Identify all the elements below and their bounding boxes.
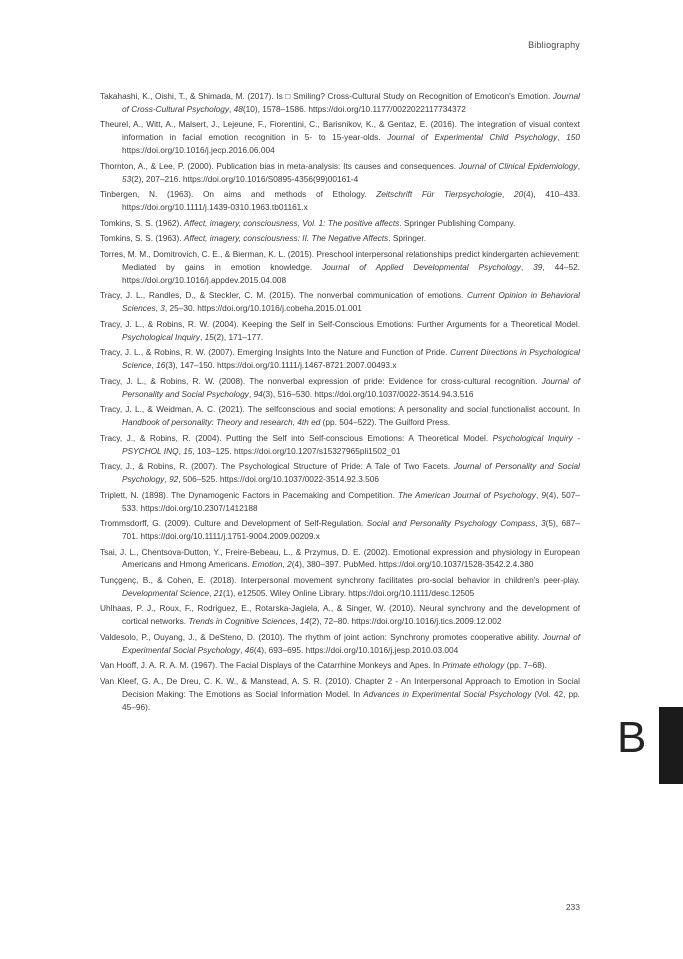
reference-italic-segment: Emotion [252,559,283,570]
reference-text-segment: (Vol. 42, pp. 45–96). [122,688,580,712]
reference-text-segment: , [535,489,542,500]
reference-text-segment: , 44–52. https://doi.org/10.1016/j.appdev.2015.04.008 [122,261,580,285]
reference-text-segment: (pp. 7–68). [504,660,547,671]
reference-text-segment: , [164,474,170,485]
reference-item [100,346,580,372]
reference-text-segment: , [520,261,534,272]
reference-text-segment: (1), e12505. Wiley Online Library. https://doi.org/10.1111/desc.12505 [223,587,475,598]
reference-text-segment: (2), 171–177. [213,331,264,342]
reference-text-segment: (5), 687–701. https://doi.org/10.1111/j.1751-9004.2009.00209.x [122,518,580,541]
reference-text-segment: Valdesolo, P., Ouyang, J., & DeSteno, D. (2010). The rhythm of joint action: Synchrony promotes cooperative ability. [100,631,543,642]
reference-item [100,574,580,600]
section-tab-marker [659,707,683,784]
reference-item [100,318,580,344]
reference-text-segment: (3), 147–150. https://doi.org/10.1111/j.1467-8721.2007.00493.x [165,360,397,371]
reference-italic-segment: Journal of Cross-Cultural Psychology [122,91,580,114]
reference-text-segment: , [155,303,161,314]
reference-item [100,90,580,116]
reference-italic-segment: Psychological Inquiry - PSYCHOL INQ [122,432,580,456]
reference-text-segment: Tsai, J. L., Chentsova-Dutton, Y., Freire-Bebeau, L., & Przymus, D. E. (2002). Emotional expression and physiology in European Americans and Hmong Americans. [100,546,580,570]
reference-item [100,631,580,657]
reference-text-segment: , [502,189,515,200]
reference-item [100,188,580,214]
page-number: 233 [565,902,580,912]
reference-item [100,118,580,157]
reference-text-segment: Tracy, J. L., Randles, D., & Steckler, C. M. (2015). The nonverbal communication of emotions. [100,290,467,301]
reference-text-segment: , [248,388,254,399]
reference-text-segment: Takahashi, K., Oishi, T., & Shimada, M. (2017). Is □ Smiling? Cross-Cultural Study on Recognition of Emoticon's Emotion. [100,91,553,101]
reference-text-segment: Van Kleef, G. A., De Dreu, C. K. W., & Manstead, A. S. R. (2010). Chapter 2 - An Interpersonal Approach to Emotion in Social Decision Making: The Emotions as Social Information Model. In [100,675,580,699]
reference-text-segment: Van Hooff, J. A. R. A. M. (1967). The Facial Displays of the Catarrhine Monkeys and Apes. In [100,660,443,671]
reference-text-segment: , [151,360,157,371]
reference-text-segment: Tracy, J. L., & Robins, R. W. (2008). The nonverbal expression of pride: Evidence for cross-cultural recognition. [100,375,542,386]
reference-italic-segment: 15 [204,331,214,342]
reference-italic-segment: Journal of Personality and Social Psychology [122,375,581,399]
reference-text-segment: , 25–30. https://doi.org/10.1016/j.cobeha.2015.01.001 [164,303,362,314]
reference-italic-segment: Zeitschrift Für Tierpsychologie [376,189,503,200]
reference-text-segment: Tomkins, S. S. (1962). [100,217,184,228]
reference-text-segment: , [557,132,567,143]
reference-text-segment: Thornton, A., & Lee, P. (2000). Publication bias in meta-analysis: Its causes and consequences. [100,160,459,171]
reference-text-segment: Tinbergen, N. (1963). On aims and methods of Ethology. [100,189,377,200]
reference-italic-segment: 14 [299,616,310,627]
reference-italic-segment: Social and Personality Psychology Compass [366,518,536,529]
reference-text-segment: (4), 507–533. https://doi.org/10.2307/1412188 [122,489,580,513]
reference-text-segment: (3), 516–530. https://doi.org/10.1037/0022-3514.94.3.516 [262,388,474,399]
reference-item [100,160,580,186]
reference-item [100,460,580,486]
reference-italic-segment: 3 [160,303,165,314]
reference-text-segment: Uhlhaas, P. J., Roux, F., Rodriguez, E., Rotarska-Jagiela, A., & Singer, W. (2010). Neural synchrony and the development of cortical networks. [100,603,580,627]
reference-italic-segment: Trends in Cognitive Sciences [188,616,296,627]
reference-text-segment: , [199,331,205,342]
reference-text-segment: , [295,616,300,627]
reference-italic-segment: Affect, imagery, consciousness: II. The Negative Affects [183,233,389,244]
reference-text-segment: , [240,644,245,655]
reference-italic-segment: Developmental Science [122,587,210,598]
reference-item [100,489,580,515]
reference-item [100,675,580,714]
reference-text-segment: , 103–125. https://doi.org/10.1207/s15327965pli1502_01 [192,445,401,456]
reference-text-segment: , 506–525. https://doi.org/10.1037/0022-3514.92.3.506 [178,474,379,485]
reference-italic-segment: Journal of Experimental Child Psychology [387,132,558,143]
reference-text-segment: Tracy, J. L., & Robins, R. W. (2007). Emerging Insights Into the Nature and Function of Pride. [100,347,451,358]
reference-text-segment: . Springer Publishing Company. [399,217,516,228]
reference-italic-segment: 48 [233,103,243,114]
reference-text-segment: Tomkins, S. S. (1963). [100,233,184,244]
reference-italic-segment: Psychological Inquiry [122,331,200,342]
reference-item [100,375,580,401]
reference-item [100,517,580,543]
reference-item [100,602,580,628]
reference-text-segment: Tunçgenç, B., & Cohen, E. (2018). Interpersonal movement synchrony facilitates pro-social behavior in children's peer-play. [100,574,580,585]
reference-text-segment: (4), 410–433. https://doi.org/10.1111/j.1439-0310.1963.tb01161.x [122,189,580,213]
reference-text-segment: . Springer. [388,233,427,244]
reference-italic-segment: 21 [213,587,224,598]
reference-italic-segment: 39 [533,261,543,272]
reference-text-segment: (2), 207–216. https://doi.org/10.1016/S0895-4356(99)00161-4 [131,173,359,184]
reference-text-segment: (pp. 504–522). The Guilford Press. [320,417,451,428]
reference-italic-segment: 94 [253,388,263,399]
reference-italic-segment: Journal of Personality and Social Psychology [122,461,580,485]
reference-italic-segment: Advances in Experimental Social Psychology [363,688,532,699]
reference-italic-segment: 9 [541,489,546,500]
reference-item [100,659,580,672]
reference-italic-segment: Current Directions in Psychological Science [122,347,580,371]
reference-item [100,217,580,230]
reference-italic-segment: Journal of Clinical Epidemiology [458,160,578,171]
reference-italic-segment: Primate ethology [442,660,505,671]
reference-text-segment: (4), 693–695. https://doi.org/10.1016/j.jesp.2010.03.004 [253,644,459,655]
reference-italic-segment: The American Journal of Psychology [397,489,536,500]
running-header-bibliography: Bibliography [528,40,580,50]
reference-item [100,403,580,429]
reference-text-segment: , [178,445,184,456]
reference-text-segment: Tracy, J., & Robins, R. (2004). Putting the Self into Self-conscious Emotions: A Theoretical Model. [100,432,493,443]
reference-text-segment: , [577,160,580,171]
reference-text-segment: Triplett, N. (1898). The Dynamogenic Factors in Pacemaking and Competition. [100,489,398,500]
reference-item [100,248,580,287]
reference-italic-segment: Handbook of personality: Theory and research, 4th ed [122,417,321,428]
reference-italic-segment: Current Opinion in Behavioral Sciences [122,290,581,314]
reference-italic-segment: 16 [156,360,166,371]
reference-italic-segment: Affect, imagery, consciousness, Vol. 1: The positive affects [183,217,400,228]
reference-italic-segment: 20 [514,189,524,200]
reference-text-segment: Theurel, A., Witt, A., Malsert, J., Lejeune, F., Fiorentini, C., Barisnikov, K., & Gentaz, E. (2016). The integration of visual context information in facial emotion recognition in 5- to 15-year-olds. [100,119,580,143]
reference-italic-segment: 2 [287,559,292,570]
reference-text-segment: Tracy, J. L., & Weidman, A. C. (2021). The selfconscious and social emotions: A personality and social functionalist account. In [100,404,580,415]
reference-text-segment: , [535,518,542,529]
reference-italic-segment: Journal of Experimental Social Psychology [122,631,581,655]
reference-italic-segment: 150 [566,132,581,143]
reference-text-segment: , [209,587,214,598]
reference-text-segment: (2), 72–80. https://doi.org/10.1016/j.tics.2009.12.002 [309,616,502,627]
reference-text-segment: https://doi.org/10.1016/j.jecp.2016.06.004 [122,145,275,156]
reference-text-segment: Torres, M. M., Domitrovich, C. E., & Bierman, K. L. (2015). Preschool interpersonal relationships predict kindergarten achievement: Mediated by gains in emotion knowledge. [100,248,580,272]
reference-item [100,232,580,245]
reference-item [100,289,580,315]
reference-text-segment: Trommsdorff, G. (2009). Culture and Development of Self-Regulation. [100,518,367,529]
reference-italic-segment: 15 [183,445,193,456]
reference-text-segment: Tracy, J. L., & Robins, R. W. (2004). Keeping the Self in Self-Conscious Emotions: Further Arguments for a Theoretical Model. [100,318,580,329]
reference-text-segment: Tracy, J., & Robins, R. (2007). The Psychological Structure of Pride: A Tale of Two Facets. [100,461,454,472]
reference-item [100,546,580,572]
reference-italic-segment: 53 [122,173,132,184]
reference-text-segment: , [228,103,234,114]
reference-text-segment: (4), 380–397. PubMed. https://doi.org/10.1037/1528-3542.2.4.380 [291,559,534,570]
reference-italic-segment: 46 [244,644,254,655]
section-letter: B [617,713,647,762]
reference-italic-segment: Journal of Applied Developmental Psychology [322,261,521,272]
reference-item [100,432,580,458]
reference-italic-segment: 92 [169,474,179,485]
reference-italic-segment: 3 [541,518,546,529]
reference-list [100,90,580,716]
reference-text-segment: , [282,559,288,570]
reference-text-segment: (10), 1578–1586. https://doi.org/10.1177/0022022117734372 [242,103,466,114]
